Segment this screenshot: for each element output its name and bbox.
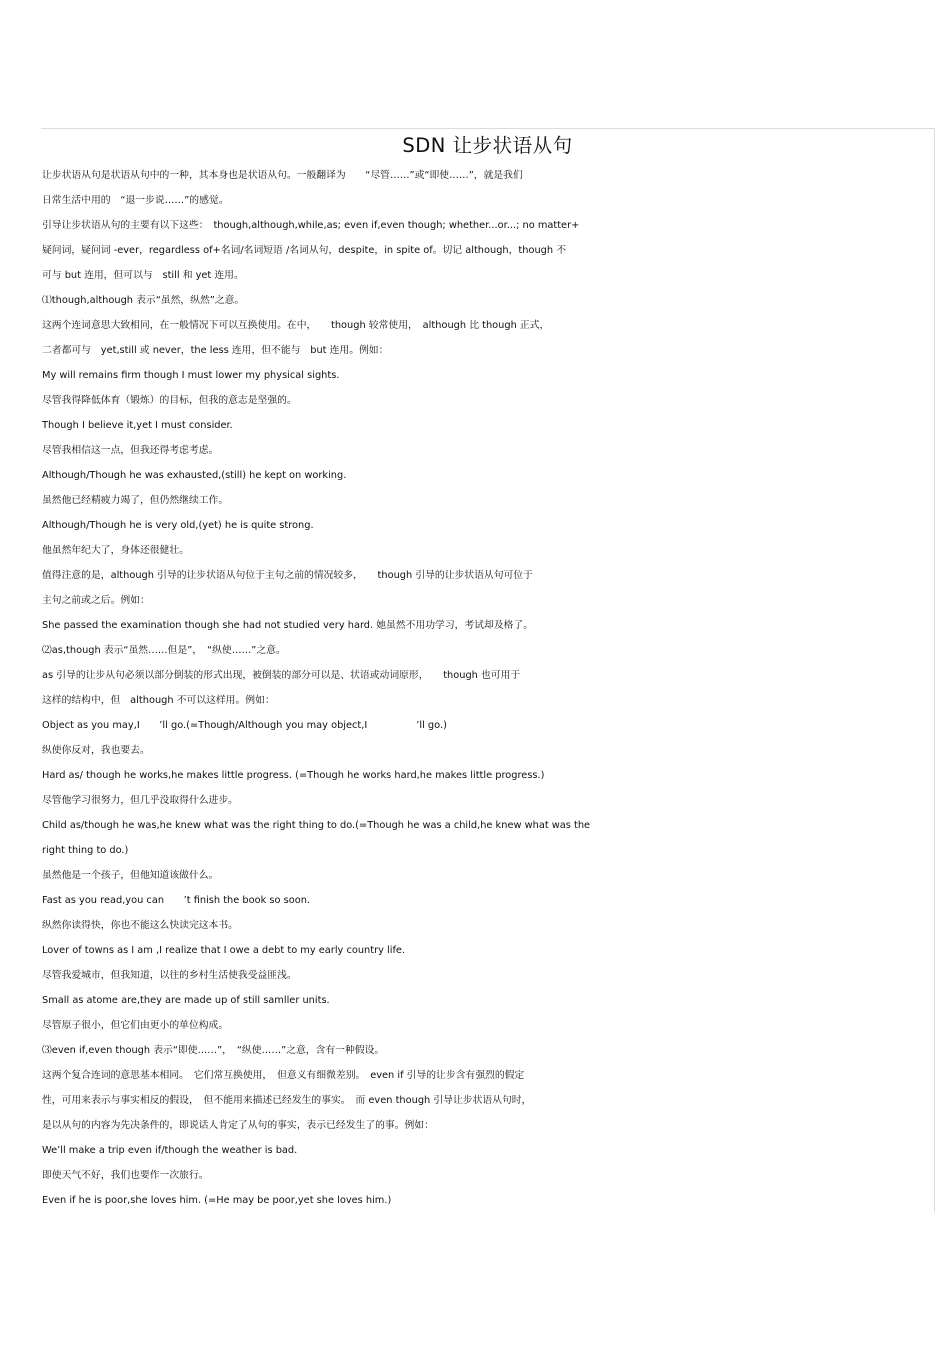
text-line: Although/Though he was exhausted,(still) he kept on working. xyxy=(42,470,347,481)
text-line: Object as you may,I ’ll go.(=Though/Although you may object,I ’ll go.) xyxy=(42,720,447,731)
text-line: 他虽然年纪大了，身体还很健壮。 xyxy=(42,545,189,556)
text-line: 纵然你读得快，你也不能这么快读完这本书。 xyxy=(42,920,238,931)
text-line: 虽然他是一个孩子，但他知道该做什么。 xyxy=(42,870,219,881)
text-line: 尽管他学习很努力，但几乎没取得什么进步。 xyxy=(42,795,238,806)
text-line: Although/Though he is very old,(yet) he is quite strong. xyxy=(42,520,314,531)
text-line: 虽然他已经精疲力竭了，但仍然继续工作。 xyxy=(42,495,229,506)
text-line: 主句之前或之后。例如： xyxy=(42,595,150,606)
text-line: Small as atome are,they are made up of still samller units. xyxy=(42,995,330,1006)
text-line: 是以从句的内容为先决条件的，即说话人肯定了从句的事实，表示已经发生了的事。例如： xyxy=(42,1120,434,1131)
text-line: ⑵as,though 表示“虽然……但是”， “纵使……”之意。 xyxy=(42,645,286,656)
text-line: 尽管我相信这一点，但我还得考虑考虑。 xyxy=(42,445,219,456)
text-line: Even if he is poor,she loves him. (=He may be poor,yet she loves him.) xyxy=(42,1195,392,1206)
document-page xyxy=(41,128,935,1212)
text-line: 日常生活中用的 “退一步说……”的感觉。 xyxy=(42,195,229,206)
text-line: My will remains firm though I must lower my physical sights. xyxy=(42,370,340,381)
text-line: Fast as you read,you can ’t finish the book so soon. xyxy=(42,895,311,906)
text-line: Though I believe it,yet I must consider. xyxy=(42,420,233,431)
text-line: right thing to do.) xyxy=(42,845,129,856)
text-line: 这样的结构中，但 although 不可以这样用。例如： xyxy=(42,695,275,706)
document-title: SDN 让步状语从句 xyxy=(402,134,573,157)
text-line: We’ll make a trip even if/though the weather is bad. xyxy=(42,1145,298,1156)
text-line: 可与 but 连用，但可以与 still 和 yet 连用。 xyxy=(42,270,244,281)
text-line: She passed the examination though she had not studied very hard. 她虽然不用功学习，考试却及格了。 xyxy=(42,620,534,631)
text-line: Lover of towns as I am ,I realize that I owe a debt to my early country life. xyxy=(42,945,406,956)
text-line: 尽管我得降低体育（锻炼）的目标，但我的意志是坚强的。 xyxy=(42,395,297,406)
text-line: 即使天气不好，我们也要作一次旅行。 xyxy=(42,1170,209,1181)
text-line: 二者都可与 yet,still 或 never，the less 连用，但不能与 but 连用。例如： xyxy=(42,345,389,356)
text-line: as 引导的让步从句必须以部分倒装的形式出现，被倒装的部分可以是、状语或动词原形， though 也可用于 xyxy=(42,670,521,681)
text-line: 性，可用来表示与事实相反的假设， 但不能用来描述已经发生的事实。 而 even though 引导让步状语从句时， xyxy=(42,1095,532,1106)
text-line: 尽管我爱城市，但我知道，以往的乡村生活使我受益匪浅。 xyxy=(42,970,297,981)
text-line: ⑶even if,even though 表示“即使……”， “纵使……”之意，含有一种假设。 xyxy=(42,1045,385,1056)
text-line: 引导让步状语从句的主要有以下这些： though,although,while,as; even if,even though; whether...or...; no matter+ xyxy=(42,220,580,231)
text-line: Child as/though he was,he knew what was the right thing to do.(=Though he was a child,he knew what was the xyxy=(42,820,591,831)
text-line: 这两个连词意思大致相同，在一般情况下可以互换使用。在中， though 较常使用， although 比 though 正式， xyxy=(42,320,550,331)
text-line: 疑问词，疑问词 -ever，regardless of+名词/名词短语 /名词从句，despite，in spite of。切记 although，though 不 xyxy=(42,245,567,256)
text-line: 纵使你反对，我也要去。 xyxy=(42,745,150,756)
text-line: 这两个复合连词的意思基本相同。 它们常互换使用， 但意义有细微差别。 even if 引导的让步含有强烈的假定 xyxy=(42,1070,525,1081)
text-line: 值得注意的是，although 引导的让步状语从句位于主句之前的情况较多， though 引导的让步状语从句可位于 xyxy=(42,570,533,581)
text-line: 让步状语从句是状语从句中的一种，其本身也是状语从句。一般翻译为 “尽管……”或“即使……”，就是我们 xyxy=(42,170,523,181)
text-line: Hard as/ though he works,he makes little progress. (=Though he works hard,he makes little progress.) xyxy=(42,770,545,781)
text-line: ⑴though,although 表示“虽然，纵然”之意。 xyxy=(42,295,245,306)
document-body xyxy=(41,163,934,1212)
text-line: 尽管原子很小，但它们由更小的单位构成。 xyxy=(42,1020,229,1031)
